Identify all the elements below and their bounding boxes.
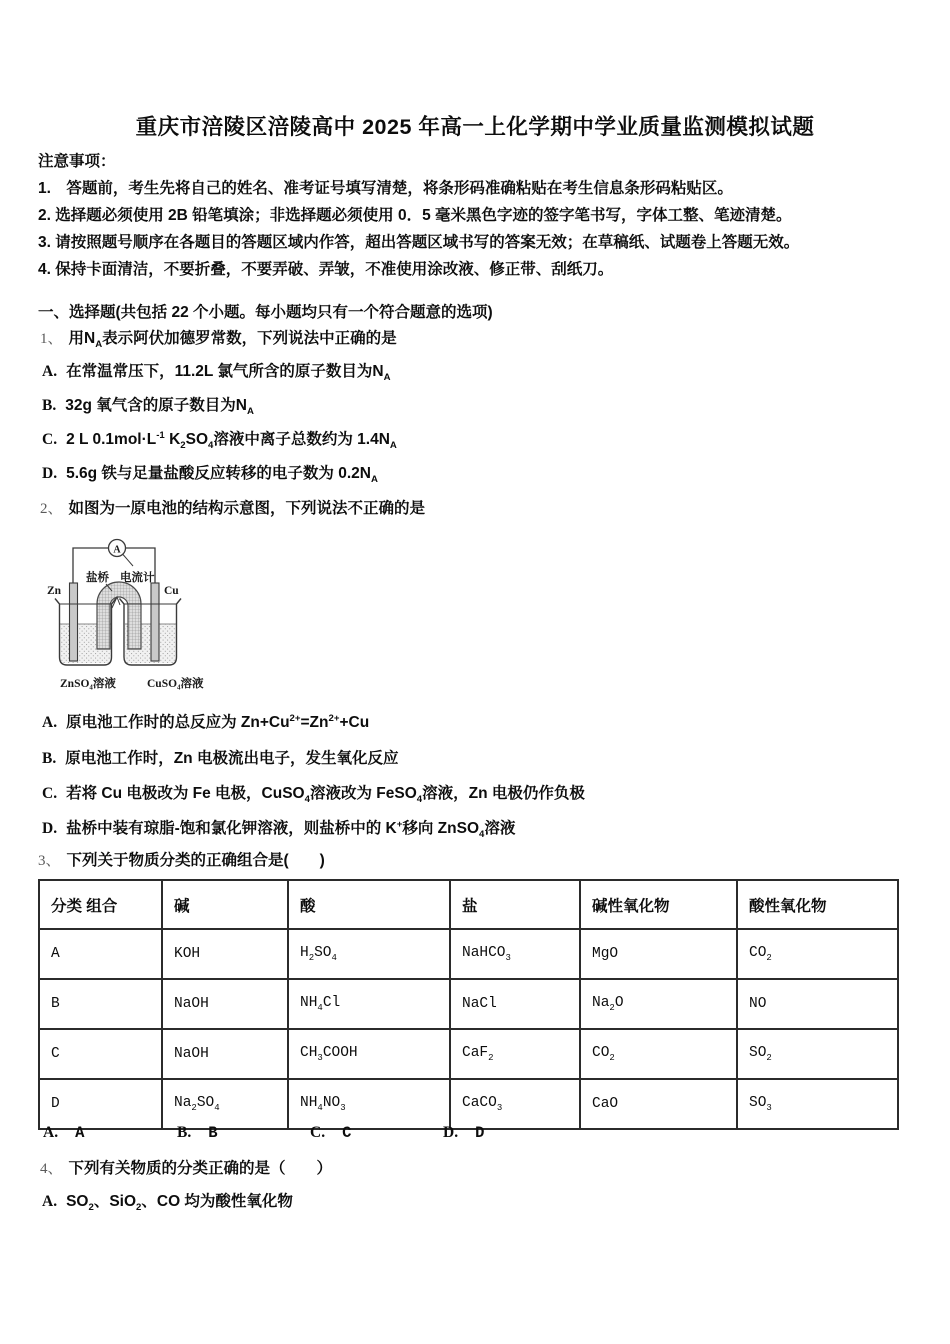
q3-answer-row — [0, 1124, 950, 1146]
cell: NO — [737, 979, 898, 1029]
notice-item-1: 1. 答题前，考生先将自己的姓名、准考证号填写清楚，将条形码准确粘贴在考生信息条形码粘贴区。 — [38, 180, 733, 197]
table-row-d — [39, 1079, 898, 1129]
cell: $Na_2O$ — [580, 979, 737, 1029]
q3-answer-a: A. A — [43, 1124, 85, 1142]
row-label: A — [39, 929, 162, 979]
copper-electrode — [151, 583, 159, 661]
q2-option-c: C. 若将 Cu 电极改为 Fe 电极，CuSO$_4$溶液改为 FeSO$_4$溶液，Zn 电极仍作负极 — [42, 785, 585, 806]
header-salt: 盐 — [450, 880, 580, 929]
row-label: B — [39, 979, 162, 1029]
header-acid: 酸 — [288, 880, 450, 929]
cell: $CH_3COOH$ — [288, 1029, 450, 1079]
q2-option-b: B. 原电池工作时，Zn 电极流出电子，发生氧化反应 — [42, 750, 399, 767]
q2-option-a: A. 原电池工作时的总反应为 $Zn+Cu^{2+}=Zn^{2+}+Cu$ — [42, 712, 370, 731]
question-3-stem: 3、 下列关于物质分类的正确组合是( ) — [38, 848, 325, 870]
row-label: C — [39, 1029, 162, 1079]
row-label: D — [39, 1079, 162, 1129]
q3-answer-c: C. C — [310, 1124, 352, 1142]
header-basic-oxide: 碱性氧化物 — [580, 880, 737, 929]
notice-item-4: 4. 保持卡面清洁，不要折叠，不要弄破、弄皱，不准使用涂改液、修正带、刮纸刀。 — [38, 261, 614, 278]
galvanic-cell-diagram — [40, 533, 260, 695]
galvanometer-pointer-line — [123, 555, 133, 567]
copper-sulfate-solution-label: CuSO₄溶液 — [147, 678, 204, 690]
question-1-stem: 1、 用$N_A$表示阿伏加德罗常数，下列说法中正确的是 — [40, 326, 397, 350]
notice-section — [38, 148, 918, 283]
question-1-number: 1、 — [40, 331, 63, 347]
question-4-stem: 4、 下列有关物质的分类正确的是（ ） — [40, 1156, 332, 1178]
cell: $CO_2$ — [737, 929, 898, 979]
notice-item-3: 3. 请按照题号顺序在各题目的答题区域内作答，超出答题区域书写的答案无效；在草稿纸、试题卷上答题无效。 — [38, 234, 800, 251]
q2-option-d: D. 盐桥中装有琼脂-饱和氯化钾溶液，则盐桥中的 K+移向 ZnSO$_4$溶液 — [42, 818, 516, 841]
q1-option-c: C. 2 L $0.1mol\cdot L^{-1}$ $K_2SO_4$溶液中离子总数约为 $1.4N_A$ — [42, 429, 397, 452]
table-row-b — [39, 979, 898, 1029]
cell: CaCO$_3$ — [450, 1079, 580, 1129]
cell: $NH_4NO_3$ — [288, 1079, 450, 1129]
cell: KOH — [162, 929, 288, 979]
notice-item-2: 2. 选择题必须使用 2B 铅笔填涂；非选择题必须使用 0．5 毫米黑色字迹的签字笔书写，字体工整、笔迹清楚。 — [38, 207, 792, 224]
copper-label: Cu — [164, 585, 179, 597]
cell: $Na_2SO_4$ — [162, 1079, 288, 1129]
cell: NaHCO$_3$ — [450, 929, 580, 979]
cell: NaOH — [162, 1029, 288, 1079]
zinc-electrode — [70, 583, 78, 661]
table-row-c — [39, 1029, 898, 1079]
q1-option-d: D. 5.6g 铁与足量盐酸反应转移的电子数为 $0.2N_A$ — [42, 465, 378, 486]
q1-option-b: B. 32g 氧气含的原子数目为$N_A$ — [42, 397, 254, 418]
section-heading: 一、选择题(共包括 22 个小题。每小题均只有一个符合题意的选项) — [38, 304, 493, 321]
cell: $SO_2$ — [737, 1029, 898, 1079]
ammeter-label: A — [113, 544, 121, 556]
question-3-number: 3、 — [38, 853, 61, 869]
salt-bridge-tube — [97, 582, 141, 649]
header-base: 碱 — [162, 880, 288, 929]
question-2-number: 2、 — [40, 501, 63, 517]
cell: NaCl — [450, 979, 580, 1029]
classification-table — [38, 879, 899, 1130]
page-title: 重庆市涪陵区涪陵高中 2025 年高一上化学期中学业质量监测模拟试题 — [135, 115, 815, 139]
cell: $NH_4Cl$ — [288, 979, 450, 1029]
q3-answer-d: D. D — [443, 1124, 485, 1142]
question-4-number: 4、 — [40, 1161, 63, 1177]
q4-option-a: A. $SO_2$、SiO$_2$、CO 均为酸性氧化物 — [42, 1193, 293, 1214]
salt-bridge-label: 盐桥 — [86, 572, 109, 584]
cell: MgO — [580, 929, 737, 979]
table-header-row — [39, 880, 898, 929]
q1-option-a: A. 在常温常压下，11.2L 氯气所含的原子数目为$N_A$ — [42, 363, 391, 384]
notice-heading: 注意事项： — [38, 153, 116, 170]
cell: CaO — [580, 1079, 737, 1129]
table-row-a — [39, 929, 898, 979]
header-category: 分类 组合 — [39, 880, 162, 929]
galvanometer-label: 电流计 — [120, 572, 155, 584]
cell: $H_2SO_4$ — [288, 929, 450, 979]
cell: $CO_2$ — [580, 1029, 737, 1079]
header-acidic-oxide: 酸性氧化物 — [737, 880, 898, 929]
zinc-sulfate-solution-label: ZnSO₄溶液 — [60, 678, 116, 690]
cell: CaF$_2$ — [450, 1029, 580, 1079]
cell: NaOH — [162, 979, 288, 1029]
cell: $SO_3$ — [737, 1079, 898, 1129]
zinc-label: Zn — [47, 585, 62, 597]
question-2-stem: 2、 如图为一原电池的结构示意图，下列说法不正确的是 — [40, 496, 425, 518]
q3-answer-b: B. B — [177, 1124, 218, 1142]
